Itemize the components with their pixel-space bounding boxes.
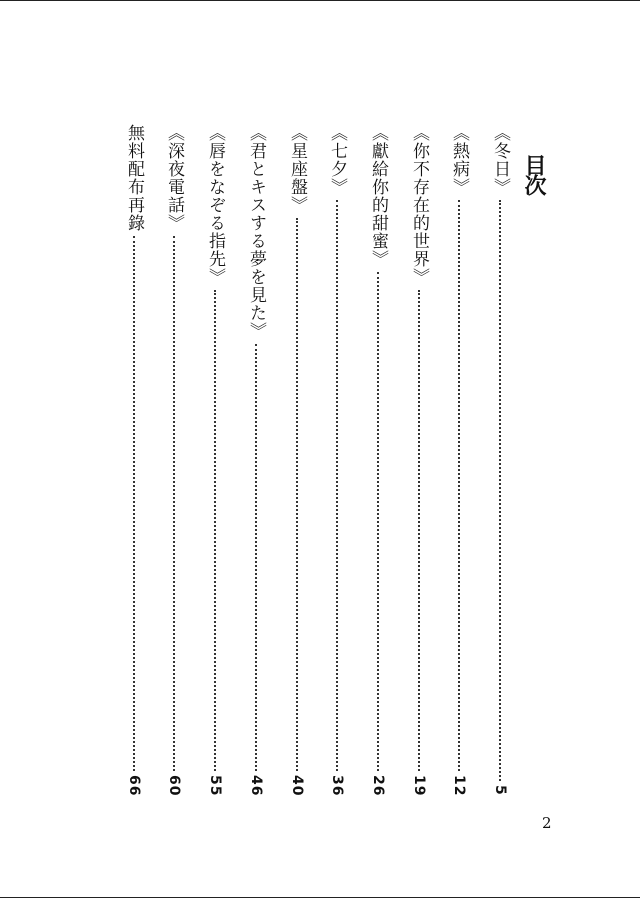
toc-entry-page: 5	[492, 785, 508, 796]
toc-entry[interactable]	[123, 124, 145, 796]
toc-entry-title: 《唇をなぞる指先》	[205, 124, 225, 286]
dot-leader	[499, 200, 501, 781]
toc-entry-page: 66	[126, 774, 142, 796]
toc-entry-title: 《深夜電話》	[164, 124, 184, 232]
toc-entry[interactable]	[163, 124, 185, 796]
toc-entry[interactable]	[326, 124, 348, 796]
toc-entry-title: 《君とキスする夢を見た》	[246, 124, 266, 340]
toc-entry-page: 46	[248, 774, 264, 796]
toc-entry[interactable]	[367, 124, 389, 796]
toc-entry-title: 《七夕》	[327, 124, 347, 196]
toc-entry-page: 40	[289, 774, 305, 796]
dot-leader	[336, 200, 338, 771]
top-border-line	[0, 0, 640, 1]
toc-entry-page: 60	[166, 774, 182, 796]
toc-entry-title: 無料配布再錄	[124, 124, 144, 232]
toc-entry-page: 26	[370, 774, 386, 796]
toc-entry[interactable]	[286, 124, 308, 796]
toc-entry-page: 36	[329, 774, 345, 796]
dot-leader	[377, 272, 379, 771]
dot-leader	[173, 236, 175, 771]
dot-leader	[296, 218, 298, 771]
toc-entry-title: 《冬日》	[490, 124, 510, 196]
toc-entry-title: 《你不存在的世界》	[409, 124, 429, 286]
toc-entry-page: 55	[207, 774, 223, 796]
dot-leader	[458, 200, 460, 771]
page-number: 2	[542, 814, 552, 832]
toc-entry-title: 《熱病》	[449, 124, 469, 196]
toc-entry[interactable]	[448, 124, 470, 796]
dot-leader	[255, 344, 257, 771]
toc-entry[interactable]	[204, 124, 226, 796]
toc-entry[interactable]	[489, 124, 511, 796]
dot-leader	[418, 290, 420, 771]
bottom-border-line	[0, 897, 640, 898]
toc-entry-page: 19	[411, 774, 427, 796]
dot-leader	[214, 290, 216, 771]
toc-entry[interactable]	[408, 124, 430, 796]
toc-entry-page: 12	[451, 774, 467, 796]
toc-entry[interactable]	[245, 124, 267, 796]
toc-entry-title: 《星座盤》	[287, 124, 307, 214]
toc-entry-title: 《獻給你的甜蜜》	[368, 124, 388, 268]
toc-heading: 目次	[521, 154, 546, 194]
dot-leader	[133, 236, 135, 771]
